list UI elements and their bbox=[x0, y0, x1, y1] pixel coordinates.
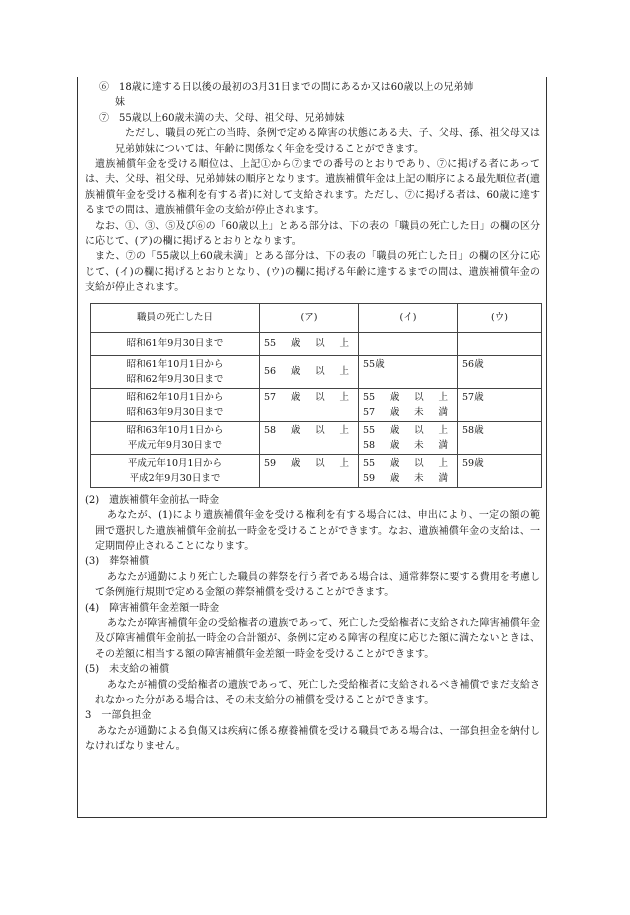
cell-date: 昭和63年10月1日から 平成元年9月30日まで bbox=[91, 421, 260, 454]
cell-date: 昭和61年10月1日から 昭和62年9月30日まで bbox=[91, 355, 260, 388]
cell-a: 58 歳 以 上 bbox=[260, 421, 359, 454]
chapter-3-title: 3 一部負担金 bbox=[85, 710, 152, 722]
cell-a: 57 歳 以 上 bbox=[260, 388, 359, 421]
cell-b bbox=[359, 332, 458, 355]
cell-a: 59 歳 以 上 bbox=[260, 454, 359, 487]
cell-b: 55 歳 以 上 59 歳 未 満 bbox=[359, 454, 458, 487]
age-table bbox=[90, 303, 542, 488]
item-6 bbox=[85, 80, 540, 111]
document-body bbox=[85, 80, 540, 755]
cell-b: 55歳 bbox=[359, 355, 458, 388]
cell-b: 55 歳 以 上 57 歳 未 満 bbox=[359, 388, 458, 421]
cell-c: 57歳 bbox=[458, 388, 542, 421]
section-4-title: (4) 障害補償年金差額一時金 bbox=[85, 602, 220, 614]
section-2-title: (2) 遺族補償年金前払一時金 bbox=[85, 494, 220, 506]
note-paragraph-2: また、⑦の「55歳以上60歳未満」とある部分は、下の表の「職員の死亡した日」の欄の区分に応じて、(イ)の欄に掲げるとおりとなり、(ウ)の欄に掲げる年齢に達するまでの間は、遺族補償年金の支給が停止されます。 bbox=[85, 251, 540, 294]
cell-c: 59歳 bbox=[458, 454, 542, 487]
section-4-body: あなたが障害補償年金の受給権者の遺族であって、死亡した受給権者に支給された障害補償年金及び障害補償年金前払一時金の合計額が、条例に定める障害の程度に応じた額に満たないときは、その差額に相当する額の障害補償年金差額一時金を受けることができます。 bbox=[95, 617, 540, 660]
header-a: (ア) bbox=[260, 303, 359, 332]
section-3-body: あなたが通勤により死亡した職員の葬祭を行う者である場合は、通常葬祭に要する費用を考慮して条例施行規則で定める金額の葬祭補償を受けることができます。 bbox=[95, 571, 540, 599]
table-row bbox=[91, 388, 542, 421]
table-row bbox=[91, 332, 542, 355]
header-date: 職員の死亡した日 bbox=[91, 303, 260, 332]
item-6-line2: 妹 bbox=[115, 97, 125, 109]
cell-date: 平成元年10月1日から 平成2年9月30日まで bbox=[91, 454, 260, 487]
section-5-title: (5) 未支給の補償 bbox=[85, 664, 170, 676]
order-paragraph: 遺族補償年金を受ける順位は、上記①から⑦までの番号のとおりであり、⑦に掲げる者にあっては、夫、父母、祖父母、兄弟姉妹の順序となります。遺族補償年金は上記の順序による最先順位者(遺族補償年金を受ける権利を有する者)に対して支給されます。ただし、⑦に掲げる者は、60歳に達するまでの間は、遺族補償年金の支給が停止されます。 bbox=[85, 159, 540, 217]
table-row bbox=[91, 355, 542, 388]
cell-b: 55 歳 以 上 58 歳 未 満 bbox=[359, 421, 458, 454]
proviso-paragraph: ただし、職員の死亡の当時、条例で定める障害の状態にある夫、子、父母、孫、祖父母又は兄弟姉妹については、年齢に関係なく年金を受けることができます。 bbox=[115, 128, 540, 155]
section-2-body: あなたが、(1)により遺族補償年金を受ける権利を有する場合には、申出により、一定の額の範囲で選択した遺族補償年金前払一時金を受けることができます。なお、遺族補償年金の支給は、一定期間停止されることになります。 bbox=[95, 510, 540, 552]
item-7: ⑦ 55歳以上60歳未満の夫、父母、祖父母、兄弟姉妹 bbox=[99, 112, 345, 124]
cell-c bbox=[458, 332, 542, 355]
note-paragraph-1: なお、①、③、⑤及び⑥の「60歳以上」とある部分は、下の表の「職員の死亡した日」の欄の区分に応じて、(ア)の欄に掲げるとおりとなります。 bbox=[85, 220, 540, 248]
cell-date: 昭和61年9月30日まで bbox=[91, 332, 260, 355]
table-row bbox=[91, 421, 542, 454]
table-row bbox=[91, 454, 542, 487]
section-3-title: (3) 葬祭補償 bbox=[85, 556, 150, 568]
cell-a: 55 歳 以 上 bbox=[260, 332, 359, 355]
cell-c: 58歳 bbox=[458, 421, 542, 454]
header-b: (イ) bbox=[359, 303, 458, 332]
chapter-3-body: あなたが通勤による負傷又は疾病に係る療養補償を受ける職員である場合は、一部負担金を納付しなければなりません。 bbox=[85, 725, 540, 753]
header-c: (ウ) bbox=[458, 303, 542, 332]
cell-a: 56 歳 以 上 bbox=[260, 355, 359, 388]
section-5-body: あなたが補償の受給権者の遺族であって、死亡した受給権者に支給されるべき補償でまだ支給されなかった分がある場合は、その未支給分の補償を受けることができます。 bbox=[95, 679, 540, 706]
table-header-row bbox=[91, 303, 542, 332]
cell-date: 昭和62年10月1日から 昭和63年9月30日まで bbox=[91, 388, 260, 421]
cell-c: 56歳 bbox=[458, 355, 542, 388]
item-6-line1: ⑥ 18歳に達する日以後の最初の3月31日までの間にあるか又は60歳以上の兄弟姉 bbox=[99, 82, 474, 93]
